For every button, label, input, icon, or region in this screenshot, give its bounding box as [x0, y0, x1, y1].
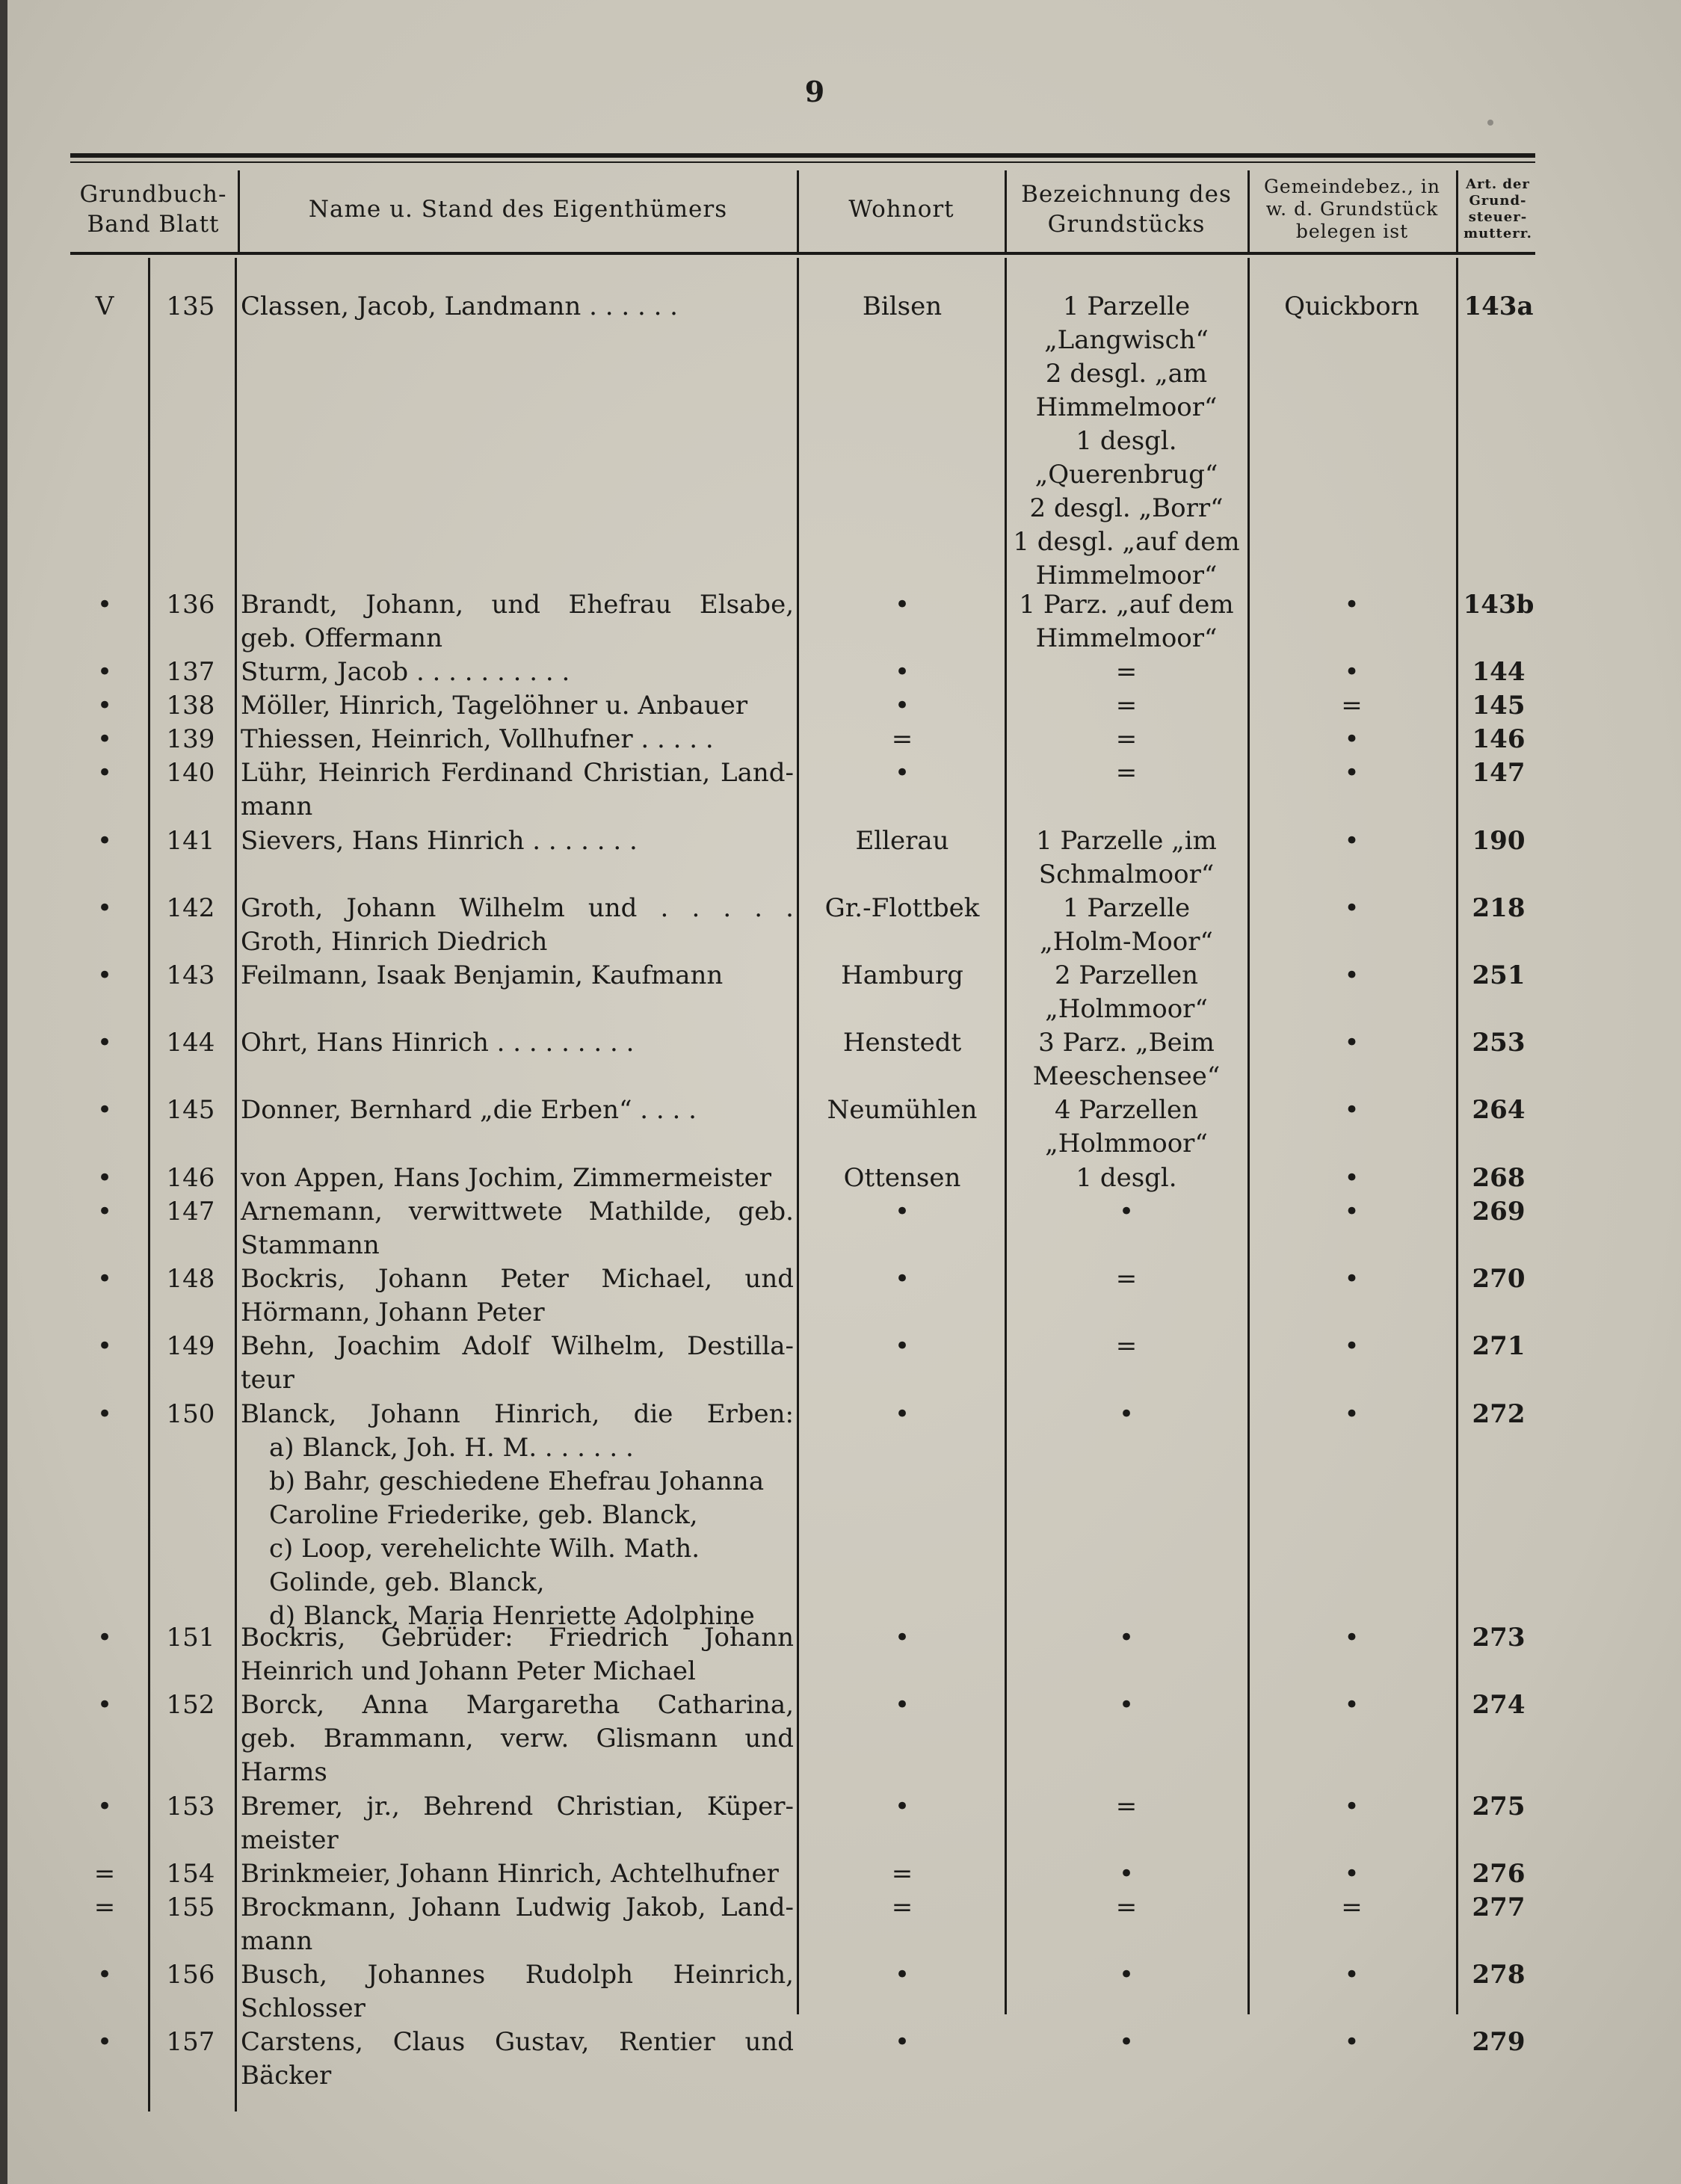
- owner-name-line: Sievers, Hans Hinrich . . . . . . .: [241, 826, 638, 856]
- bezeichnung-line: =: [1115, 1792, 1138, 1821]
- bezeichnung-line: •: [1118, 1690, 1135, 1720]
- header-bottom-rule: [70, 252, 1535, 255]
- owner-name-line: Golinde, geb. Blanck,: [269, 1567, 545, 1597]
- owner-name-line: Busch, Johannes Rudolph Heinrich,: [241, 1960, 794, 1990]
- article-number-cell: 253: [1472, 1028, 1526, 1058]
- bezeichnung-line: =: [1115, 1893, 1138, 1922]
- bezeichnung-cell: [1007, 1262, 1246, 1296]
- header-art: Art. der Grund- steuer- mutterr.: [1463, 176, 1532, 241]
- bezeichnung-line: =: [1115, 758, 1138, 788]
- blatt-cell: 152: [166, 1690, 215, 1720]
- bezeichnung-cell: [1007, 689, 1246, 723]
- article-number-cell: 273: [1472, 1623, 1526, 1653]
- owner-name-line: Möller, Hinrich, Tagelöhner u. Anbauer: [241, 691, 748, 721]
- blatt-cell: 137: [166, 657, 215, 687]
- gemeinde-cell: •: [1344, 1028, 1360, 1058]
- gemeinde-cell: =: [1341, 691, 1363, 721]
- owner-name-line: Donner, Bernhard „die Erben“ . . . .: [241, 1095, 697, 1125]
- bezeichnung-line: =: [1115, 691, 1138, 721]
- gemeinde-cell: •: [1344, 1163, 1360, 1193]
- bezeichnung-cell: [1007, 1093, 1246, 1161]
- wohnort-cell: •: [894, 590, 910, 620]
- bezeichnung-cell: [1007, 1688, 1246, 1722]
- wohnort-cell: •: [894, 1399, 910, 1429]
- article-number-cell: 270: [1472, 1264, 1526, 1294]
- blatt-cell: 157: [166, 2027, 215, 2057]
- blatt-cell: 153: [166, 1792, 215, 1821]
- article-number-cell: 278: [1472, 1960, 1526, 1990]
- bezeichnung-cell: [1007, 1891, 1246, 1925]
- owner-name-cell: [241, 1790, 794, 1857]
- bezeichnung-line: Himmelmoor“: [1035, 561, 1218, 590]
- bezeichnung-cell: [1007, 1162, 1246, 1195]
- owner-name-line: c) Loop, verehelichte Wilh. Math.: [269, 1534, 700, 1564]
- band-cell: •: [96, 960, 113, 990]
- owner-name-line: Groth, Johann Wilhelm und . . . . .: [241, 893, 794, 923]
- band-cell: •: [96, 1792, 113, 1821]
- bezeichnung-line: 2 Parzellen: [1054, 960, 1199, 990]
- gemeinde-column-line: [1456, 258, 1458, 2014]
- owner-name-line: Lühr, Heinrich Ferdinand Christian, Land-: [241, 758, 794, 788]
- band-cell: •: [96, 724, 113, 754]
- bezeichnung-line: Himmelmoor“: [1035, 392, 1218, 422]
- wohnort-cell: Bilsen: [862, 291, 943, 321]
- article-number-cell: 264: [1472, 1095, 1526, 1125]
- header-name: Name u. Stand des Eigenthümers: [308, 196, 728, 223]
- header-wohnort: Wohnort: [848, 196, 954, 223]
- owner-name-cell: [241, 723, 794, 756]
- owner-name-cell: [241, 1026, 794, 1060]
- owner-name-line: Ohrt, Hans Hinrich . . . . . . . . .: [241, 1028, 635, 1058]
- bezeichnung-line: 2 desgl. „Borr“: [1029, 493, 1224, 523]
- blatt-cell: 144: [166, 1028, 215, 1058]
- wohnort-cell: =: [891, 1893, 913, 1922]
- owner-name-line: Arnemann, verwittwete Mathilde, geb.: [241, 1197, 794, 1227]
- band-cell: •: [96, 1331, 113, 1361]
- blatt-cell: 150: [166, 1399, 215, 1429]
- bezeichnung-line: •: [1118, 1399, 1135, 1429]
- band-cell: =: [93, 1859, 116, 1889]
- bezeichnung-line: 4 Parzellen: [1054, 1095, 1199, 1125]
- band-cell: •: [96, 1690, 113, 1720]
- blatt-cell: 156: [166, 1960, 215, 1990]
- blatt-cell: 145: [166, 1095, 215, 1125]
- blatt-cell: 146: [166, 1163, 215, 1193]
- owner-name-line: Caroline Friederike, geb. Blanck,: [269, 1500, 698, 1530]
- bezeichnung-line: =: [1115, 1264, 1138, 1294]
- blatt-cell: 142: [166, 893, 215, 923]
- owner-name-cell: [241, 756, 794, 824]
- owner-name-cell: [241, 2026, 794, 2093]
- article-number-cell: 145: [1472, 691, 1526, 721]
- header-divider: [238, 170, 240, 253]
- header-bezeichnung: Bezeichnung des Grundstücks: [1021, 181, 1232, 238]
- band-cell: •: [96, 1960, 113, 1990]
- header-divider: [1005, 170, 1007, 253]
- bezeichnung-line: •: [1118, 1623, 1135, 1653]
- gemeinde-cell: •: [1344, 758, 1360, 788]
- band-cell: •: [96, 758, 113, 788]
- owner-name-line: Hörmann, Johann Peter: [241, 1298, 545, 1327]
- owner-name-line: Sturm, Jacob . . . . . . . . . .: [241, 657, 570, 687]
- bezeichnung-line: 2 desgl. „am: [1045, 359, 1208, 389]
- bezeichnung-line: 1 desgl. „auf dem: [1013, 527, 1240, 557]
- article-number-cell: 268: [1472, 1163, 1526, 1193]
- owner-name-cell: [241, 1093, 794, 1127]
- blatt-cell: 138: [166, 691, 215, 721]
- owner-name-line: Bäcker: [241, 2061, 332, 2091]
- wohnort-cell: •: [894, 2027, 910, 2057]
- blatt-cell: 147: [166, 1197, 215, 1227]
- owner-name-line: von Appen, Hans Jochim, Zimmermeister: [241, 1163, 772, 1193]
- band-cell: •: [96, 1399, 113, 1429]
- bezeichnung-line: „Holmmoor“: [1045, 994, 1208, 1024]
- bezeichnung-line: 1 desgl.: [1076, 1163, 1177, 1193]
- article-number-cell: 275: [1472, 1792, 1526, 1821]
- bezeichnung-line: „Querenbrug“: [1034, 460, 1218, 490]
- wohnort-cell: Ottensen: [843, 1163, 961, 1193]
- owner-name-cell: [241, 588, 794, 655]
- gemeinde-cell: =: [1341, 1893, 1363, 1922]
- bezeichnung-cell: [1007, 892, 1246, 959]
- bezeichnung-line: 1 desgl.: [1076, 426, 1177, 456]
- bezeichnung-cell: [1007, 2026, 1246, 2059]
- owner-name-cell: [241, 1330, 794, 1397]
- article-number-cell: 251: [1472, 960, 1526, 990]
- owner-name-line: geb. Offermann: [241, 623, 442, 653]
- gemeinde-cell: •: [1344, 893, 1360, 923]
- owner-name-line: b) Bahr, geschiedene Ehefrau Johanna: [269, 1466, 765, 1496]
- bezeichnung-line: „Holm-Moor“: [1040, 927, 1213, 957]
- bezeichnung-line: •: [1118, 1960, 1135, 1990]
- owner-name-cell: [241, 1262, 794, 1330]
- wohnort-cell: Neumühlen: [827, 1095, 978, 1125]
- bezeichnung-line: 1 Parzelle: [1062, 893, 1191, 923]
- article-number-cell: 143b: [1463, 590, 1535, 620]
- blatt-cell: 148: [166, 1264, 215, 1294]
- wohnort-cell: •: [894, 1623, 910, 1653]
- gemeinde-cell: •: [1344, 2027, 1360, 2057]
- band-cell: •: [96, 2027, 113, 2057]
- blatt-column-line: [235, 258, 237, 2111]
- wohnort-cell: •: [894, 691, 910, 721]
- owner-name-line: Groth, Hinrich Diedrich: [241, 927, 548, 957]
- gemeinde-cell: •: [1344, 826, 1360, 856]
- wohnort-cell: •: [894, 1197, 910, 1227]
- blatt-cell: 135: [166, 291, 215, 321]
- table-top-rule: [70, 153, 1535, 158]
- bezeichnung-cell: [1007, 1026, 1246, 1093]
- gemeinde-cell: •: [1344, 1859, 1360, 1889]
- article-number-cell: 271: [1472, 1331, 1526, 1361]
- page-number: 9: [804, 75, 825, 108]
- bezeichnung-cell: [1007, 723, 1246, 756]
- owner-name-cell: [241, 824, 794, 858]
- band-cell: •: [96, 1095, 113, 1125]
- owner-name-line: mann: [241, 792, 313, 821]
- band-cell: •: [96, 893, 113, 923]
- article-number-cell: 143a: [1463, 291, 1534, 321]
- gemeinde-cell: •: [1344, 1264, 1360, 1294]
- bezeichnung-cell: [1007, 1790, 1246, 1824]
- band-cell: V: [95, 291, 114, 321]
- blatt-cell: 149: [166, 1331, 215, 1361]
- article-number-cell: 146: [1472, 724, 1526, 754]
- wohnort-cell: •: [894, 1331, 910, 1361]
- gemeinde-cell: •: [1344, 1960, 1360, 1990]
- owner-name-line: a) Blanck, Joh. H. M. . . . . . .: [269, 1433, 634, 1463]
- blatt-cell: 139: [166, 724, 215, 754]
- owner-name-cell: [241, 1195, 794, 1262]
- bezeichnung-line: =: [1115, 724, 1138, 754]
- owner-name-cell: [241, 290, 794, 324]
- wohnort-cell: •: [894, 1690, 910, 1720]
- bezeichnung-line: =: [1115, 657, 1138, 687]
- gemeinde-cell: •: [1344, 1197, 1360, 1227]
- owner-name-line: d) Blanck, Maria Henriette Adolphine: [269, 1601, 755, 1631]
- wohnort-cell: •: [894, 758, 910, 788]
- owner-name-line: Stammann: [241, 1230, 380, 1260]
- owner-name-cell: [241, 1958, 794, 2026]
- bezeichnung-line: Schmalmoor“: [1038, 860, 1215, 889]
- article-number-cell: 276: [1472, 1859, 1526, 1889]
- wohnort-cell: •: [894, 1792, 910, 1821]
- page-binding-edge: [0, 0, 7, 2184]
- bezeichnung-cell: [1007, 1621, 1246, 1655]
- owner-name-line: Behn, Joachim Adolf Wilhelm, Destilla-: [241, 1331, 794, 1361]
- bezeichnung-line: 1 Parzelle: [1062, 291, 1191, 321]
- owner-name-line: mann: [241, 1926, 313, 1956]
- gemeinde-cell: •: [1344, 1623, 1360, 1653]
- bezeichnung-line: Himmelmoor“: [1035, 623, 1218, 653]
- bezeichnung-cell: [1007, 290, 1246, 593]
- bezeichnung-cell: [1007, 959, 1246, 1026]
- owner-name-cell: [241, 1162, 794, 1195]
- wohnort-cell: •: [894, 1264, 910, 1294]
- gemeinde-cell: •: [1344, 1399, 1360, 1429]
- wohnort-cell: =: [891, 1859, 913, 1889]
- article-number-cell: 218: [1472, 893, 1526, 923]
- bezeichnung-column-line: [1247, 258, 1250, 2014]
- owner-name-line: Blanck, Johann Hinrich, die Erben:: [241, 1399, 794, 1429]
- band-column-line: [148, 258, 150, 2111]
- owner-name-cell: [241, 959, 794, 993]
- bezeichnung-cell: [1007, 1398, 1246, 1431]
- bezeichnung-line: •: [1118, 2027, 1135, 2057]
- owner-name-cell: [241, 1398, 794, 1633]
- bezeichnung-line: •: [1118, 1197, 1135, 1227]
- header-divider: [797, 170, 799, 253]
- name-column-line: [797, 258, 799, 2014]
- article-number-cell: 279: [1472, 2027, 1526, 2057]
- gemeinde-cell: •: [1344, 724, 1360, 754]
- band-cell: •: [96, 590, 113, 620]
- owner-name-line: Schlosser: [241, 1993, 365, 2023]
- gemeinde-cell: •: [1344, 1792, 1360, 1821]
- bezeichnung-cell: [1007, 1958, 1246, 1992]
- bezeichnung-cell: [1007, 1857, 1246, 1891]
- band-cell: •: [96, 1028, 113, 1058]
- owner-name-line: Borck, Anna Margaretha Catharina,: [241, 1690, 794, 1720]
- paper-spot: [1487, 120, 1493, 126]
- owner-name-line: Harms: [241, 1757, 327, 1787]
- owner-name-cell: [241, 1621, 794, 1688]
- band-cell: •: [96, 1163, 113, 1193]
- bezeichnung-cell: [1007, 655, 1246, 689]
- wohnort-cell: Ellerau: [855, 826, 949, 856]
- bezeichnung-line: 1 Parz. „auf dem: [1019, 590, 1234, 620]
- wohnort-cell: •: [894, 1960, 910, 1990]
- owner-name-cell: [241, 1857, 794, 1891]
- owner-name-line: Feilmann, Isaak Benjamin, Kaufmann: [241, 960, 724, 990]
- owner-name-cell: [241, 1891, 794, 1958]
- article-number-cell: 277: [1472, 1893, 1526, 1922]
- bezeichnung-cell: [1007, 824, 1246, 892]
- owner-name-line: Heinrich und Johann Peter Michael: [241, 1656, 696, 1686]
- blatt-cell: 136: [166, 590, 215, 620]
- owner-name-line: meister: [241, 1825, 339, 1855]
- article-number-cell: 269: [1472, 1197, 1526, 1227]
- band-cell: •: [96, 1623, 113, 1653]
- band-cell: •: [96, 657, 113, 687]
- owner-name-line: Brinkmeier, Johann Hinrich, Achtelhufner: [241, 1859, 779, 1889]
- bezeichnung-line: 3 Parz. „Beim: [1038, 1028, 1215, 1058]
- article-number-cell: 274: [1472, 1690, 1526, 1720]
- article-number-cell: 144: [1472, 657, 1526, 687]
- bezeichnung-line: Meeschensee“: [1032, 1061, 1221, 1091]
- bezeichnung-line: =: [1115, 1331, 1138, 1361]
- bezeichnung-line: „Langwisch“: [1044, 325, 1209, 355]
- blatt-cell: 141: [166, 826, 215, 856]
- blatt-cell: 154: [166, 1859, 215, 1889]
- band-cell: =: [93, 1893, 116, 1922]
- owner-name-line: Bockris, Johann Peter Michael, und: [241, 1264, 794, 1294]
- bezeichnung-line: 1 Parzelle „im: [1036, 826, 1217, 856]
- bezeichnung-cell: [1007, 756, 1246, 790]
- bezeichnung-line: „Holmmoor“: [1045, 1129, 1208, 1159]
- owner-name-line: geb. Brammann, verw. Glismann und: [241, 1724, 794, 1753]
- owner-name-cell: [241, 1688, 794, 1789]
- owner-name-line: Brandt, Johann, und Ehefrau Elsabe,: [241, 590, 794, 620]
- header-divider: [1456, 170, 1458, 253]
- header-band-blatt: Grundbuch- Band Blatt: [79, 181, 227, 238]
- bezeichnung-line: •: [1118, 1859, 1135, 1889]
- blatt-cell: 143: [166, 960, 215, 990]
- blatt-cell: 155: [166, 1893, 215, 1922]
- wohnort-cell: Gr.-Flottbek: [824, 893, 980, 923]
- band-cell: •: [96, 826, 113, 856]
- gemeinde-cell: •: [1344, 1331, 1360, 1361]
- wohnort-cell: Hamburg: [841, 960, 963, 990]
- gemeinde-cell: •: [1344, 960, 1360, 990]
- band-cell: •: [96, 1264, 113, 1294]
- blatt-cell: 151: [166, 1623, 215, 1653]
- owner-name-cell: [241, 655, 794, 689]
- bezeichnung-cell: [1007, 1195, 1246, 1229]
- owner-name-line: teur: [241, 1365, 294, 1395]
- gemeinde-cell: •: [1344, 657, 1360, 687]
- wohnort-cell: •: [894, 657, 910, 687]
- article-number-cell: 272: [1472, 1399, 1526, 1429]
- gemeinde-cell: Quickborn: [1284, 291, 1419, 321]
- wohnort-cell: Henstedt: [842, 1028, 962, 1058]
- blatt-cell: 140: [166, 758, 215, 788]
- article-number-cell: 190: [1472, 826, 1526, 856]
- owner-name-cell: [241, 892, 794, 959]
- article-number-cell: 147: [1472, 758, 1526, 788]
- gemeinde-cell: •: [1344, 590, 1360, 620]
- wohnort-cell: =: [891, 724, 913, 754]
- owner-name-line: Brockmann, Johann Ludwig Jakob, Land-: [241, 1893, 794, 1922]
- bezeichnung-cell: [1007, 1330, 1246, 1363]
- band-cell: •: [96, 691, 113, 721]
- owner-name-line: Bockris, Gebrüder: Friedrich Johann: [241, 1623, 794, 1653]
- bezeichnung-cell: [1007, 588, 1246, 655]
- owner-name-cell: [241, 689, 794, 723]
- band-cell: •: [96, 1197, 113, 1227]
- owner-name-line: Classen, Jacob, Landmann . . . . . .: [241, 291, 678, 321]
- header-gemeinde: Gemeindebez., in w. d. Grundstück belegen ist: [1263, 176, 1441, 242]
- owner-name-line: Thiessen, Heinrich, Vollhufner . . . . .: [241, 724, 714, 754]
- owner-name-line: Bremer, jr., Behrend Christian, Küper-: [241, 1792, 794, 1821]
- owner-name-line: Carstens, Claus Gustav, Rentier und: [241, 2027, 794, 2057]
- gemeinde-cell: •: [1344, 1095, 1360, 1125]
- table-top-rule-thin: [70, 161, 1535, 163]
- gemeinde-cell: •: [1344, 1690, 1360, 1720]
